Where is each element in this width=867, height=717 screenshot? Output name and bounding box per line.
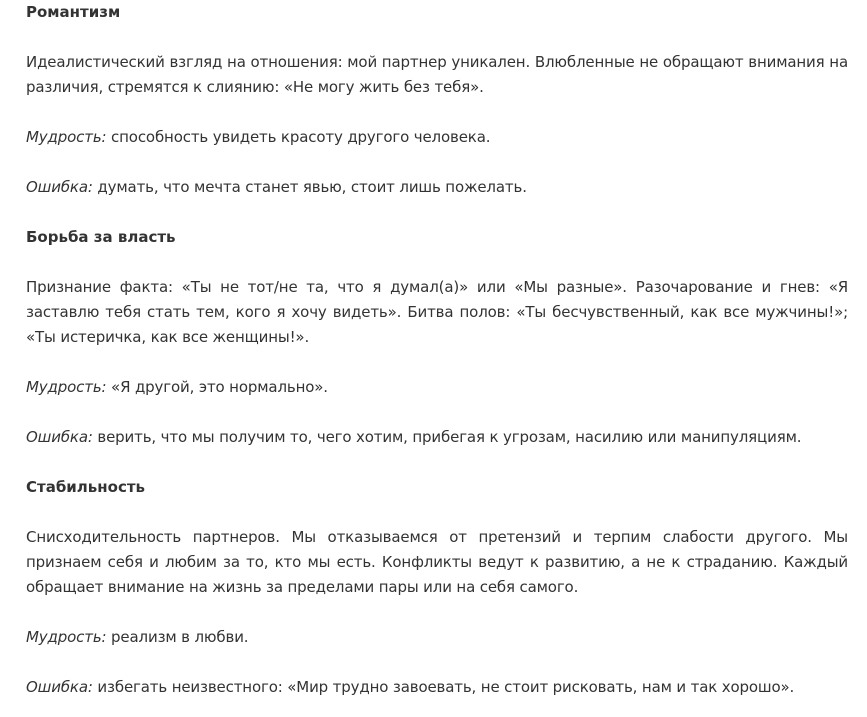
section-description-stability: Снисходительность партнеров. Мы отказываемся от претензий и терпим слабости другого. Мы признаем себя и любим за то, кто мы есть. Конфликты ведут к развитию, а не к страданию. Каждый обращает внимание на жизнь за пределами пары или на себя самого. xyxy=(26,528,848,596)
mistake-line-stability xyxy=(26,675,848,700)
mistake-label: Ошибка: xyxy=(26,178,93,196)
mistake-label: Ошибка: xyxy=(26,428,93,446)
mistake-line-romanticism xyxy=(26,175,848,200)
mistake-label: Ошибка: xyxy=(26,678,93,696)
article-body xyxy=(26,0,848,700)
section-description-power-struggle: Признание факта: «Ты не тот/не та, что я думал(а)» или «Мы разные». Разочарование и гнев: «Я заставлю тебя стать тем, кого я хочу видеть». Битва полов: «Ты бесчувственный, как все мужчины!»; «Ты истеричка, как все женщины!». xyxy=(26,278,848,346)
wisdom-label: Мудрость: xyxy=(26,128,107,146)
mistake-text: верить, что мы получим то, чего хотим, прибегая к угрозам, насилию или манипуляциям. xyxy=(92,428,802,446)
wisdom-line-stability xyxy=(26,625,848,650)
section-title-stability: Стабильность xyxy=(26,478,146,496)
wisdom-label: Мудрость: xyxy=(26,378,107,396)
section-title-power-struggle: Борьба за власть xyxy=(26,228,176,246)
wisdom-label: Мудрость: xyxy=(26,628,107,646)
mistake-text: думать, что мечта станет явью, стоит лишь пожелать. xyxy=(92,178,527,196)
wisdom-line-romanticism xyxy=(26,125,848,150)
mistake-text: избегать неизвестного: «Мир трудно завоевать, не стоит рисковать, нам и так хорошо». xyxy=(92,678,795,696)
wisdom-text: способность увидеть красоту другого человека. xyxy=(106,128,491,146)
section-title-romanticism: Романтизм xyxy=(26,3,121,21)
wisdom-text: реализм в любви. xyxy=(106,628,249,646)
wisdom-line-power-struggle xyxy=(26,375,848,400)
wisdom-text: «Я другой, это нормально». xyxy=(106,378,328,396)
mistake-line-power-struggle xyxy=(26,425,848,450)
section-description-romanticism: Идеалистический взгляд на отношения: мой партнер уникален. Влюбленные не обращают внимания на различия, стремятся к слиянию: «Не могу жить без тебя». xyxy=(26,53,848,96)
